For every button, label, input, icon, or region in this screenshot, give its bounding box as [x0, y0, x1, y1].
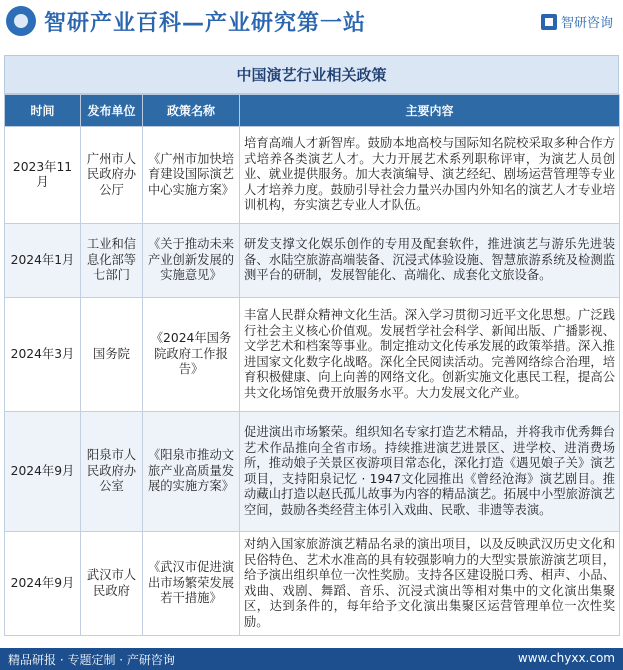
cell-policy-name: 《广州市加快培育建设国际演艺中心实施方案》 — [143, 127, 240, 224]
cell-time: 2024年3月 — [5, 298, 81, 412]
table-title: 中国演艺行业相关政策 — [4, 55, 619, 94]
cell-content: 培育高端人才新智库。鼓励本地高校与国际知名院校采取多种合作方式培养各类演艺人才。大力开展艺术系列职称评审，为演艺人员创业、就业提供服务。加大表演编导、演艺经纪、剧场运营管理等专业人才培养力度。鼓励引导社会力量兴办国内外知名的演艺人才专业培训机构，夯实演艺专业人才队伍。 — [240, 127, 620, 224]
cell-content: 丰富人民群众精神文化生活。深入学习贯彻习近平文化思想。广泛践行社会主义核心价值观。发展哲学社会科学、新闻出版、广播影视、文学艺术和档案等事业。制定推动文化传承发展的政策举措。深入推进国家文化数字化战略。深化全民阅读活动。完善网络综合治理，培育积极健康、向上向善的网络文化。创新实施文化惠民工程，提高公共文化场馆免费开放服务水平。大力发展文化产业。 — [240, 298, 620, 412]
cell-unit: 阳泉市人民政府办公室 — [81, 412, 143, 532]
policy-grid — [4, 94, 620, 636]
cell-content: 研发支撑文化娱乐创作的专用及配套软件，推进演艺与游乐先进装备、水陆空旅游高端装备、沉浸式体验设施、智慧旅游系统及检测监测平台的研制，发展智能化、高端化、成套化文旅设备。 — [240, 224, 620, 298]
table-header-row — [5, 95, 620, 127]
footer-website-link[interactable]: www.chyxx.com — [517, 651, 615, 665]
cell-unit: 武汉市人民政府 — [81, 532, 143, 636]
table-row — [5, 127, 620, 224]
cell-content: 对纳入国家旅游演艺精品名录的演出项目，以及反映武汉历史文化和民俗特色、艺术水准高的具有较强影响力的大型实景旅游演艺项目，给予演出组织单位一次性奖励。支持各区建设脱口秀、相声、小品、戏曲、戏剧、舞蹈、音乐、沉浸式演出等相对集中的文化演出集聚区，达到条件的，每年给予文化演出集聚区运营管理单位一次性奖励。 — [240, 532, 620, 636]
footer-tagline: 精品研报 · 专题定制 · 产研咨询 — [8, 653, 175, 667]
cell-time: 2024年9月 — [5, 532, 81, 636]
cell-time: 2024年1月 — [5, 224, 81, 298]
brand[interactable] — [541, 12, 613, 31]
cell-time: 2024年9月 — [5, 412, 81, 532]
column-header-content: 主要内容 — [240, 95, 620, 127]
brand-icon — [541, 14, 557, 30]
footer-bar — [0, 648, 623, 670]
cell-time: 2023年11月 — [5, 127, 81, 224]
cell-policy-name: 《关于推动未来产业创新发展的实施意见》 — [143, 224, 240, 298]
cell-policy-name: 《阳泉市推动文旅产业高质量发展的实施方案》 — [143, 412, 240, 532]
table-row — [5, 298, 620, 412]
table-row — [5, 532, 620, 636]
logo-icon — [6, 6, 36, 36]
cell-policy-name: 《武汉市促进演出市场繁荣发展若干措施》 — [143, 532, 240, 636]
table-row — [5, 412, 620, 532]
column-header-unit: 发布单位 — [81, 95, 143, 127]
cell-policy-name: 《2024年国务院政府工作报告》 — [143, 298, 240, 412]
cell-unit: 工业和信息化部等七部门 — [81, 224, 143, 298]
column-header-name: 政策名称 — [143, 95, 240, 127]
brand-label: 智研咨询 — [560, 16, 613, 31]
column-header-time: 时间 — [5, 95, 81, 127]
policy-table — [4, 55, 619, 648]
cell-content: 促进演出市场繁荣。组织知名专家打造艺术精品，并将我市优秀舞台艺术作品推向全省市场。持续推进演艺进景区、进学校、进消费场所，推动娘子关景区夜游项目常态化，深化打造《遇见娘子关》演艺项目，支持阳泉记忆 · 1947文化园推出《曾经沧海》演艺剧目。推动藏山打造以赵氏孤儿故事为内容的精品演艺。拓展中小型旅游演艺空间，鼓励各类经营主体引入戏曲、民歌、非遗等表演。 — [240, 412, 620, 532]
cell-unit: 广州市人民政府办公厅 — [81, 127, 143, 224]
cell-unit: 国务院 — [81, 298, 143, 412]
page-title: 智研产业百科—产业研究第一站 — [44, 11, 367, 36]
table-row — [5, 224, 620, 298]
top-bar — [0, 0, 623, 40]
